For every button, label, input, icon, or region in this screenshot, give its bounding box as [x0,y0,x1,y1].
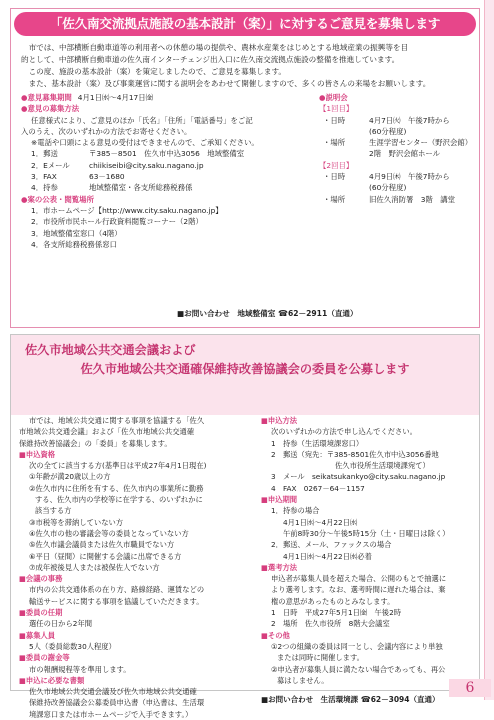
duration: (60分程度) [369,126,407,136]
method-item [21,182,311,193]
view-item: 3．地域整備室窓口（4階） [31,228,122,238]
intro-line: 市では、地域公共交通に関する事項を協議する「佐久 [29,416,205,425]
notice-right-column [319,92,475,205]
select-line: 1 日時 平成27年5月1日㈮ 午後2時 [271,608,402,618]
content-line: 市内の公共交通体系の在り方、路線経路、運賃などの [29,585,205,595]
session1-place-row2 [319,148,475,159]
intro-line: この度、施設の基本設計（案）を策定しましたので、ご意見を募集します。 [28,67,287,76]
select-line: より選考します。なお、選考時間に遅れた場合は、棄 [271,585,446,595]
qual-line: ⑤佐久市議会議員または佐久市職員でない方 [29,540,175,550]
session2-duration-row [319,182,475,193]
session1-duration-row [319,126,475,137]
qual-line: 次の全てに該当する方(基準日は平成27年4月1日現在) [29,461,207,471]
intro-line: 的として、中部横断自動車道の佐久南インターチェンジ出入口に佐久南交流拠点施設の整備を推進しています。 [21,55,400,64]
notice-body [11,397,479,719]
method-value: 63－1680 [89,172,125,182]
qual-line: ⑥平日（昼間）に開催する会議に出席できる方 [29,551,182,561]
session1-place-row [319,137,475,148]
method-key: 4．持参 [31,183,58,193]
place-value: 旧佐久消防署 3階 講堂 [369,194,456,204]
view-item: 4．各支所総務税務係窓口 [31,239,118,249]
qual-heading: ■申込資格 [19,449,56,459]
other-line: または同時に開催します。 [277,653,364,663]
intro-line: 市では、中部横断自動車道等の利用者への休憩の場の提供や、農林水産業をはじめとする地域産業の振興等を目 [28,43,409,52]
other-line: ②申込者が募集人員に満たない場合であっても、再公 [271,664,446,674]
page-edge-tab [484,0,494,700]
method-item [21,148,311,159]
place-key: ・場所 [323,138,346,148]
session2-place-row [319,194,475,205]
period-line: 4月1日㈬～4月22日㈬必着 [283,551,372,561]
term-heading: ■委員の任期 [19,608,63,618]
select-line: 権の意思があったものとみなします。 [271,596,395,606]
notice-left-column [21,92,311,250]
qual-line: ④佐久市の他の審議会等の委員となっていない方 [29,528,189,538]
contact-label: ■お問い合わせ 地域整備室 [177,309,276,318]
period-line: 4月1日㈬～4月22日㈬ [283,517,358,527]
select-line: 2 場所 佐久市役所 8階大会議室 [271,619,390,629]
other-heading: ■その他 [261,630,290,640]
date-key: ・日時 [323,115,346,125]
phone-icon: ☎ [277,309,288,318]
period-line: 2．郵送、メール、ファックスの場合 [271,540,392,550]
date-value: 4月9日㈭ 午後7時から [369,172,450,182]
recruit-right-column [261,415,471,705]
method-value: 地域整備室・各支所総務税務係 [89,183,193,193]
qual-line: ②佐久市内に住所を有する、佐久市内の事業所に勤務 [29,483,204,493]
contact-phone: 62－2911（直通） [287,309,358,318]
date-key: ・日時 [323,172,346,182]
intro-line: また、基本設計（案）及び事業運営に関する説明会をあわせて開催しますので、多くの皆さんの来場をお願いします。 [28,79,431,88]
recruit-left-column [19,415,251,720]
fee-value: 市の報酬規程等を準用します。 [29,664,131,674]
method-item [21,171,311,182]
method-key: 1．郵送 [31,149,58,159]
method-note: ※電話や口頭による意見の受付はできませんので、ご承知ください。 [31,138,259,148]
term-value: 選任の日から2年間 [29,619,93,629]
email-link[interactable]: chiikiseibi@city.saku.nagano.jp [89,160,204,170]
apply-method: 佐久市役所生活環境課宛て） [335,461,430,471]
place-value: 生涯学習センター（野沢会館） [369,138,473,148]
notice-title-line2: 佐久市地域公共交通確保維持改善協議会の委員を公募します [80,362,410,376]
qual-line: ①年齢が満20歳以上の方 [29,472,111,482]
docs-heading: ■申込に必要な書類 [19,675,85,685]
briefing-heading: ●説明会 [319,93,348,102]
view-item-link[interactable]: 1．市ホームページ【http://www.city.saku.nagano.jp】 [31,205,223,215]
date-value: 4月7日㈫ 午後7時から [369,115,450,125]
method-text: 入のうえ、次のいずれかの方法でお寄せください。 [21,126,192,136]
qual-line: ⑦成年被後見人または被保佐人でない方 [29,562,160,572]
period-label: ●意見募集期間 [21,93,72,102]
qual-line: 該当する方 [35,506,72,516]
session2-date-row [319,171,475,182]
content-line: 輸送サービスに関する事項を協議していただきます。 [29,596,204,606]
content-heading: ■会議の事務 [19,574,63,584]
notice-committee-recruit [10,334,480,719]
select-heading: ■選考方法 [261,562,298,572]
page-number: 6 [449,679,491,697]
view-heading: ●案の公表・閲覧場所 [21,194,94,204]
notice-title-line1: 佐久市地域公共交通会議および [25,343,196,357]
count-heading: ■募集人員 [19,630,56,640]
session1-date-row [319,115,475,126]
place-value-2: 2階 野沢会館ホール [369,149,441,159]
place-key: ・場所 [323,194,346,204]
view-item: 2．市役所市民ホール行政資料閲覧コーナー（2階） [31,217,203,227]
notice-intro [21,42,473,90]
other-line: ①2つの組織の委員は同一とし、会議内容により単独 [271,641,443,651]
notice-title: 「佐久南交流拠点施設の基本設計（案）」に対するご意見を募集します [14,12,476,36]
method-key: 2．Eメール [31,160,70,170]
intro-line: 保維持改善協議会」の「委員」を募集します。 [19,438,172,448]
method-value: 〒385－8501 佐久市中込3056 地域整備室 [89,149,245,159]
fee-heading: ■委員の謝金等 [19,653,70,663]
qual-line: する、佐久市内の学校等に在学する、のいずれかに [35,495,203,505]
session1-label: 【1回目】 [319,104,354,114]
apply-method: 2 郵送（宛先：〒385-8501佐久市中込3056番地 [271,449,439,459]
period-line: 1．持参の場合 [271,506,320,516]
method-item [21,160,311,171]
contact-label: ■お問い合わせ 生活環境課 [261,695,359,705]
duration: (60分程度) [369,183,407,193]
apply-method: 4 FAX 0267－64－1157 [271,483,365,493]
qual-line: ③市税等を滞納していない方 [29,517,124,527]
apply-method: 1 持参（生活環境課窓口） [271,438,364,448]
contact-line [177,308,358,319]
apply-heading: ■申込方法 [261,416,298,425]
period-heading: ■申込期間 [261,495,298,505]
period-value: 4月1日㈬～4月17日㈮ [77,93,154,102]
apply-method-email[interactable]: 3 メール seikatsukankyo@city.saku.nagano.jp [271,472,446,482]
apply-intro: 次のいずれかの方法で申し込んでください。 [271,427,417,437]
intro-line: 市地域公共交通会議」および「佐久市地域公共交通確 [19,427,195,437]
phone-icon: ☎ [360,695,371,705]
contact-phone: 62－3094（直通） [370,695,440,705]
docs-line: 佐久市地域公共交通会議及び佐久市地域公共交通確 [29,687,197,697]
count-value: 5人（委員総数30人程度） [29,641,116,651]
method-key: 3．FAX [31,172,57,182]
other-line: 募はしません。 [277,675,329,685]
method-text: 任意様式により、ご意見のほか「氏名」「住所」「電話番号」をご記 [31,115,253,125]
period-line: 午前8時30分～午後5時15分（土・日曜日は除く） [283,528,450,538]
docs-line: 保維持改善協議会公募委員申込書（申込書は、生活環 [29,698,205,708]
session2-label: 【2回目】 [319,160,354,170]
period-row [21,92,311,103]
docs-line: 境課窓口または市ホームページで入手できます。） [29,709,193,719]
select-line: 申込者が募集人員を超えた場合、公開のもとで抽選に [271,574,447,584]
method-heading: ●意見の募集方法 [21,104,80,114]
notice-public-comment [10,8,480,328]
